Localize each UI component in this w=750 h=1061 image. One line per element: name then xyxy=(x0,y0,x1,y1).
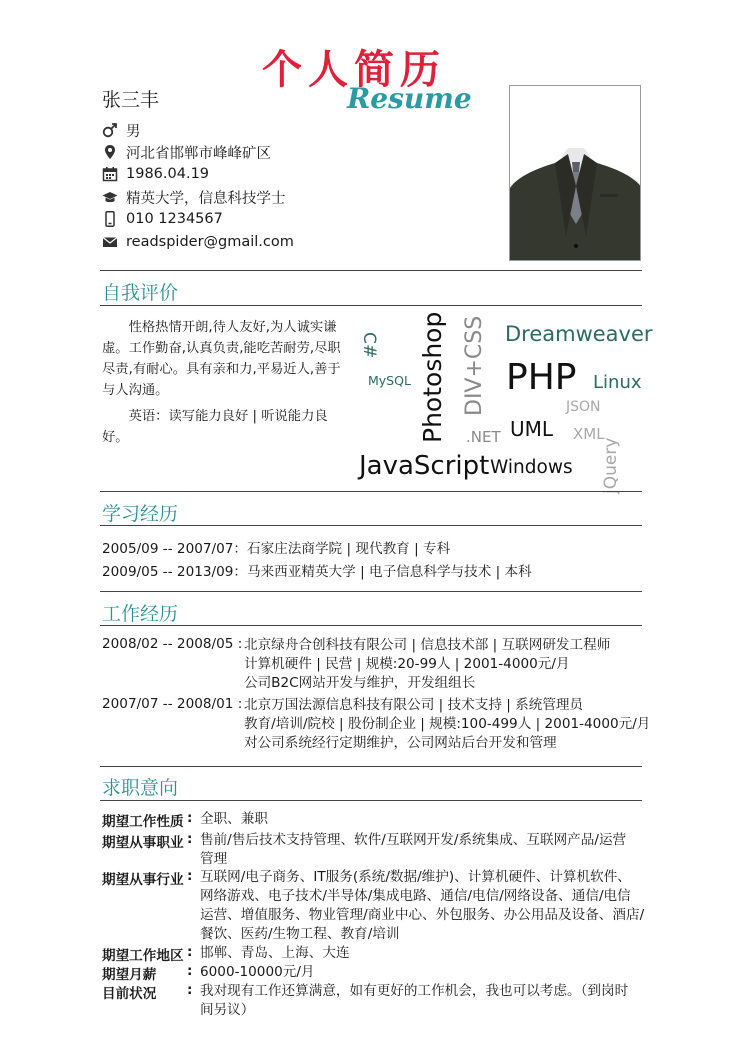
work-detail xyxy=(244,636,610,693)
job-value xyxy=(200,963,640,982)
divider xyxy=(100,766,642,767)
work-period: 2007/07 -- 2008/01 : xyxy=(102,696,243,712)
education-row xyxy=(102,186,286,208)
phone-row xyxy=(102,208,223,230)
email-value: readspider@gmail.com xyxy=(126,234,294,250)
job-label: 期望从事行业 xyxy=(102,872,184,888)
work-detail xyxy=(244,696,650,753)
divider xyxy=(100,525,642,526)
job-label: 目前状况 xyxy=(102,986,157,1002)
work-line: 计算机硬件 | 民营 | 规模:20-99人 | 2001-4000元/月 xyxy=(244,656,570,672)
skill-word: MySQL xyxy=(368,373,411,388)
job-colon: : xyxy=(187,963,193,979)
education-value: 精英大学，信息科技学士 xyxy=(126,190,286,207)
skill-word: Windows xyxy=(490,457,573,478)
divider xyxy=(100,800,642,801)
profile-photo xyxy=(509,85,641,261)
job-value-line: 网络游戏、电子技术/半导体/集成电路、通信/电信/网络设备、通信/电信 xyxy=(200,888,631,904)
envelope-icon xyxy=(102,234,118,250)
divider xyxy=(100,270,642,271)
divider xyxy=(100,591,642,592)
person-name: 张三丰 xyxy=(102,89,160,111)
section-title-education: 学习经历 xyxy=(102,503,179,525)
birthday-row xyxy=(102,163,209,185)
job-label: 期望月薪 xyxy=(102,967,157,983)
phone-value: 010 1234567 xyxy=(126,211,223,227)
skill-word: jQuery xyxy=(601,437,621,494)
skill-word: Photoshop xyxy=(418,311,447,443)
suit-photo-image xyxy=(510,86,641,261)
job-value-line: 管理 xyxy=(200,851,228,867)
job-value xyxy=(200,982,640,1020)
job-value-line: 邯郸、青岛、上海、大连 xyxy=(200,945,350,961)
job-label: 期望工作地区 xyxy=(102,948,184,964)
divider xyxy=(100,305,642,306)
job-colon: : xyxy=(187,831,193,847)
section-title-self-eval: 自我评价 xyxy=(102,282,179,304)
divider xyxy=(100,625,642,626)
mobile-phone-icon xyxy=(102,211,118,227)
job-value-line: 6000-10000元/月 xyxy=(200,964,315,980)
section-title-job: 求职意向 xyxy=(102,777,179,799)
address-value: 河北省邯郸市峰峰矿区 xyxy=(126,145,271,162)
skill-word: JavaScript xyxy=(359,451,490,481)
job-value xyxy=(200,831,640,869)
self-eval-paragraph: 性格热情开朗,待人友好,为人诚实谦虚。工作勤奋,认真负责,能吃苦耐劳,尽职尽责,有耐心。具有亲和力,平易近人,善于与人沟通。 xyxy=(102,320,341,398)
skill-word: XML xyxy=(573,425,605,443)
education-item: 2005/09 -- 2007/07：石家庄法商学院 | 现代教育 | 专科 xyxy=(102,541,451,557)
skill-word: DIV+CSS xyxy=(462,315,487,416)
divider xyxy=(100,491,642,492)
work-line: 北京万国法源信息科技有限公司 | 技术支持 | 系统管理员 xyxy=(244,697,584,713)
education-detail: 马来西亚精英大学 | 电子信息科学与技术 | 本科 xyxy=(247,564,532,580)
job-colon: : xyxy=(187,810,193,826)
resume-title-en: Resume xyxy=(347,82,472,115)
location-pin-icon xyxy=(102,144,118,160)
skill-word: PHP xyxy=(506,357,577,398)
skill-word: C# xyxy=(359,332,379,359)
job-value-line: 间另议） xyxy=(200,1002,255,1018)
job-value-line: 全职、兼职 xyxy=(200,811,268,827)
work-line: 对公司系统经行定期维护，公司网站后台开发和管理 xyxy=(244,735,557,751)
email-row xyxy=(102,231,294,253)
birthday-value: 1986.04.19 xyxy=(126,166,210,182)
job-label: 期望从事职业 xyxy=(102,835,184,851)
skill-word: Dreamweaver xyxy=(505,322,653,346)
work-period: 2008/02 -- 2008/05 : xyxy=(102,636,243,652)
work-line: 北京绿舟合创科技有限公司 | 信息技术部 | 互联网研发工程师 xyxy=(244,637,611,653)
education-period: 2005/09 -- 2007/07 xyxy=(102,541,234,557)
male-icon xyxy=(102,122,118,138)
graduation-cap-icon xyxy=(102,189,118,205)
self-eval-text xyxy=(102,317,346,448)
job-value-line: 我对现有工作还算满意，如有更好的工作机会，我也可以考虑。（到岗时 xyxy=(200,983,629,999)
job-value-line: 互联网/电子商务、IT服务(系统/数据/维护)、计算机硬件、计算机软件、 xyxy=(200,869,631,885)
job-value-line: 餐饮、医药/生物工程、教育/培训 xyxy=(200,926,400,942)
job-colon: : xyxy=(187,868,193,884)
section-title-work: 工作经历 xyxy=(102,603,179,625)
job-label: 期望工作性质 xyxy=(102,814,184,830)
education-item: 2009/05 -- 2013/09：马来西亚精英大学 | 电子信息科学与技术 | 本科 xyxy=(102,564,532,580)
work-line: 教育/培训/院校 | 股份制企业 | 规模:100-499人 | 2001-4000元/月 xyxy=(244,716,651,732)
skill-word: JSON xyxy=(566,399,601,415)
skill-word: Linux xyxy=(593,372,642,393)
gender-value: 男 xyxy=(126,123,141,140)
job-value-line: 运营、增值服务、物业管理/商业中心、外包服务、办公用品及设备、酒店/ xyxy=(200,907,645,923)
job-value-line: 售前/售后技术支持管理、软件/互联网开发/系统集成、互联网产品/运营 xyxy=(200,832,627,848)
job-colon: : xyxy=(187,982,193,998)
self-eval-english: 英语：读写能力良好 | 听说能力良好。 xyxy=(102,409,328,445)
job-value xyxy=(200,810,640,829)
address-row xyxy=(102,141,271,163)
job-colon: : xyxy=(187,944,193,960)
education-detail: 石家庄法商学院 | 现代教育 | 专科 xyxy=(247,541,451,557)
skill-word: UML xyxy=(510,417,554,441)
gender-row xyxy=(102,119,141,141)
skill-word: .NET xyxy=(466,428,501,446)
education-period: 2009/05 -- 2013/09 xyxy=(102,564,234,580)
job-value xyxy=(200,868,645,944)
calendar-icon xyxy=(102,166,118,182)
job-value xyxy=(200,944,640,963)
work-line: 公司B2C网站开发与维护，开发组组长 xyxy=(244,675,476,691)
resume-title-cn: 个人简历 xyxy=(262,46,446,93)
